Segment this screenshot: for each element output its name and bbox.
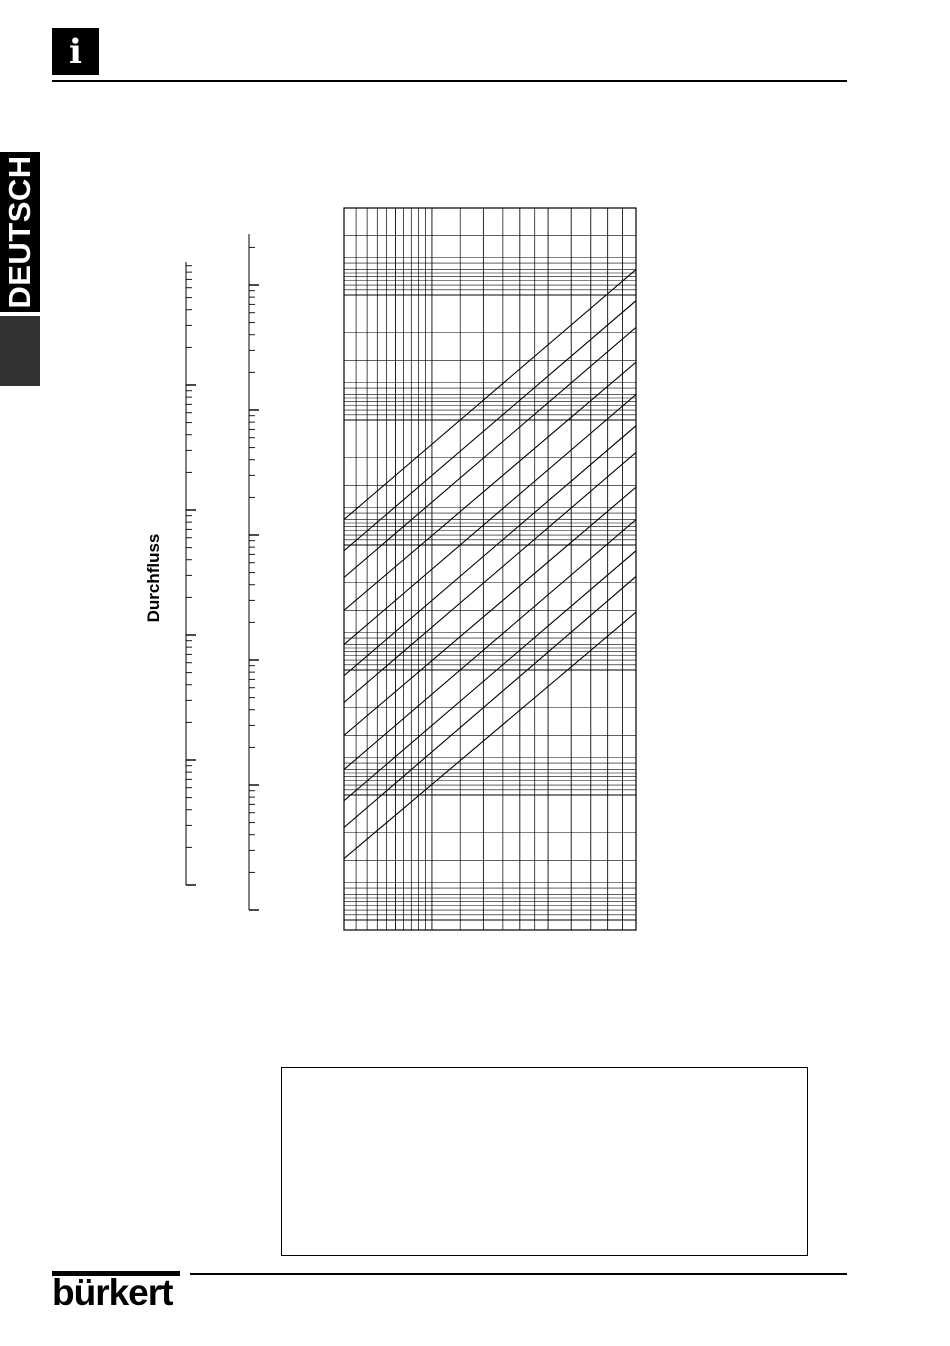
note-box [281,1067,808,1256]
info-glyph: i [69,31,82,72]
series-line-9 [344,362,636,610]
brand-logo: bürkert [52,1272,173,1313]
language-tab-label: DEUTSCH [2,155,37,309]
series-line-5 [344,487,636,735]
y-axis-label: Durchfluss [144,533,163,623]
footer-rule [190,1273,847,1275]
